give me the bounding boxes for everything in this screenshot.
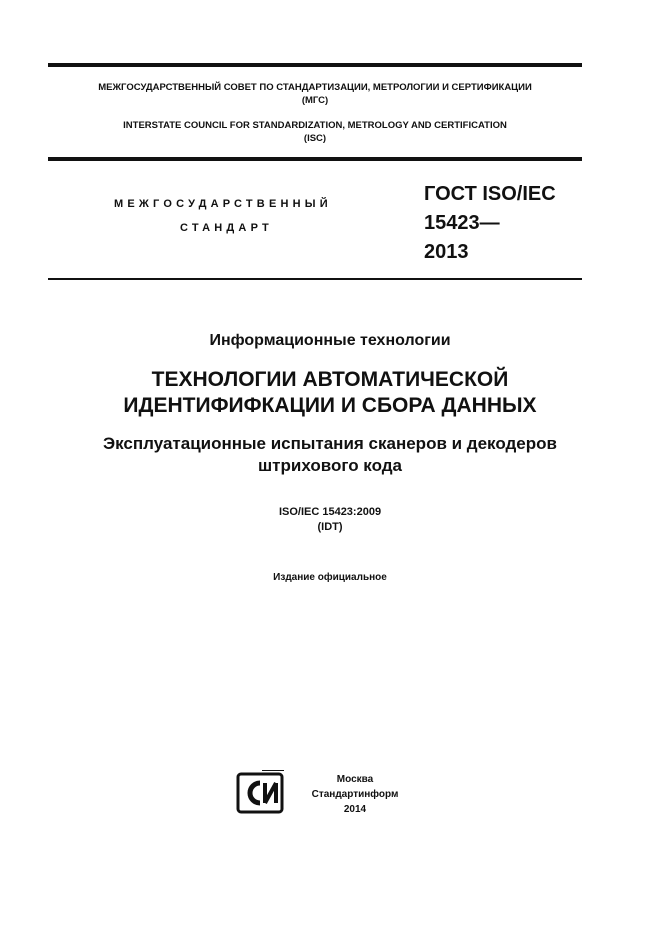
standartinform-logo <box>236 770 286 815</box>
iso-reference-type: (IDT) <box>317 521 343 533</box>
series-title: Информационные технологии <box>209 332 451 349</box>
council-ru <box>48 81 582 107</box>
subtitle-line2: штрихового кода <box>257 456 402 475</box>
council-ru-abbr: (МГС) <box>301 95 329 106</box>
main-title <box>30 367 630 419</box>
header-bottom-rule <box>48 157 582 161</box>
council-en-name: INTERSTATE COUNCIL FOR STANDARDIZATION, METROLOGY AND CERTIFICATION <box>123 120 507 131</box>
standard-type-line1: МЕЖГОСУДАРСТВЕННЫЙ <box>114 198 332 210</box>
iso-reference-number: ISO/IEC 15423:2009 <box>278 506 382 518</box>
gost-designation-line2: 15423— <box>424 212 500 234</box>
subtitle-line1: Эксплуатационные испытания сканеров и декодеров <box>103 434 557 453</box>
publisher-name: Стандартинформ <box>311 789 399 800</box>
gost-designation-line3: 2013 <box>424 241 469 263</box>
main-title-line2: ИДЕНТИФИФКАЦИИ И СБОРА ДАННЫХ <box>123 394 537 417</box>
edition-note: Издание официальное <box>273 572 387 583</box>
publisher-imprint <box>300 772 410 817</box>
standard-type-line2: СТАНДАРТ <box>180 222 273 234</box>
gost-designation-line1: ГОСТ ISO/IEC <box>424 183 556 205</box>
gost-designation <box>424 180 556 267</box>
publisher-city: Москва <box>336 774 374 785</box>
designation-rule <box>48 278 582 280</box>
publisher-year: 2014 <box>343 804 367 815</box>
top-rule <box>48 63 582 67</box>
subtitle <box>30 433 630 477</box>
council-en-abbr: (ISC) <box>303 133 327 144</box>
main-title-line1: ТЕХНОЛОГИИ АВТОМАТИЧЕСКОЙ <box>151 368 509 391</box>
council-en <box>48 119 582 145</box>
council-ru-name: МЕЖГОСУДАРСТВЕННЫЙ СОВЕТ ПО СТАНДАРТИЗАЦИИ, МЕТРОЛОГИИ И СЕРТИФИКАЦИИ <box>98 82 532 93</box>
iso-reference <box>30 505 630 535</box>
